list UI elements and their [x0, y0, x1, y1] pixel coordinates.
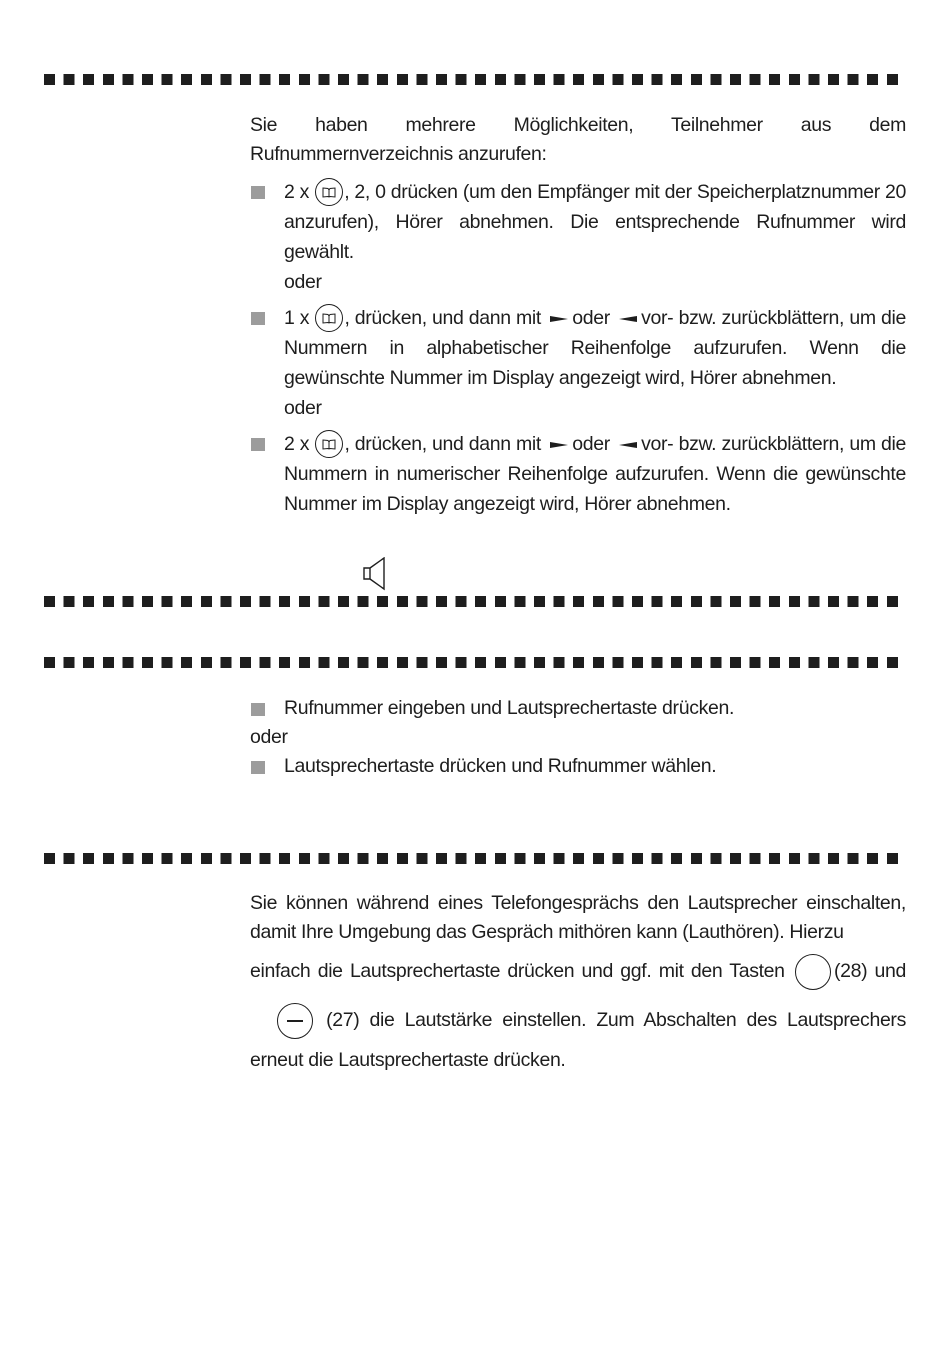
- section-separator: [44, 74, 906, 85]
- list-item: 2 x , drücken, und dann mit oder vor- bzw. zurückblättern, um die Nummern in numerischer Reihenfolge aufzurufen. Wenn die gewünschte Nummer im Display angezeigt wird, Hörer abnehmen.: [250, 429, 906, 519]
- bullet-square: [251, 186, 265, 199]
- arrow-left-icon: [619, 314, 637, 324]
- volume-down-key-icon: [277, 1003, 313, 1039]
- list-item: 2 x , 2, 0 drücken (um den Empfänger mit der Speicherplatznummer 20 anzurufen), Hörer abnehmen. Die entsprechende Rufnummer wird gewählt. oder: [250, 177, 906, 297]
- list-item: Lautsprechertaste drücken und Rufnummer wählen.: [250, 752, 906, 781]
- list-item: Rufnummer eingeben und Lautsprechertaste drücken.: [250, 694, 906, 723]
- section-loudspeaker: [250, 889, 906, 1075]
- list-item: 1 x , drücken, und dann mit oder vor- bzw. zurückblättern, um die Nummern in alphabetischer Reihenfolge aufzurufen. Wenn die gewünschte Nummer im Display angezeigt wird, Hörer abnehmen. oder: [250, 303, 906, 423]
- loudspeaker-text-3: (27) die Lautstärke einstellen. Zum Abschalten des Lautsprechers: [250, 1003, 906, 1039]
- or-label: oder: [284, 397, 322, 419]
- loudspeaker-text-1: Sie können während eines Telefongesprächs den Lautsprecher einschalten, damit Ihre Umgebung das Gespräch mithören kann (Lauthören). Hierzu: [250, 892, 906, 943]
- section-separator: [44, 853, 906, 864]
- arrow-right-icon: [550, 440, 568, 450]
- loudspeaker-text-4: erneut die Lautsprechertaste drücken.: [250, 1049, 566, 1071]
- section-separator: [44, 596, 906, 607]
- loudspeaker-text-2: einfach die Lautsprechertaste drücken und ggf. mit den Tasten (28) und: [250, 954, 906, 990]
- bullet-square: [251, 438, 265, 451]
- phonebook-key-icon: [315, 304, 343, 332]
- section-phonebook-dialing: [250, 111, 906, 519]
- bullet-square: [251, 761, 265, 774]
- bullet-square: [251, 312, 265, 325]
- bullet-square: [251, 703, 265, 716]
- section-separator: [44, 657, 906, 668]
- or-label: oder: [250, 726, 288, 748]
- intro-text: Sie haben mehrere Möglichkeiten, Teilnehmer aus dem Rufnummernverzeichnis anzurufen:: [250, 114, 906, 165]
- arrow-left-icon: [619, 440, 637, 450]
- speaker-icon: [362, 557, 390, 591]
- volume-up-key-icon: [795, 954, 831, 990]
- arrow-right-icon: [550, 314, 568, 324]
- section-speaker-dialing: [250, 694, 906, 781]
- phonebook-key-icon: [315, 178, 343, 206]
- or-label: oder: [284, 271, 322, 293]
- phonebook-key-icon: [315, 430, 343, 458]
